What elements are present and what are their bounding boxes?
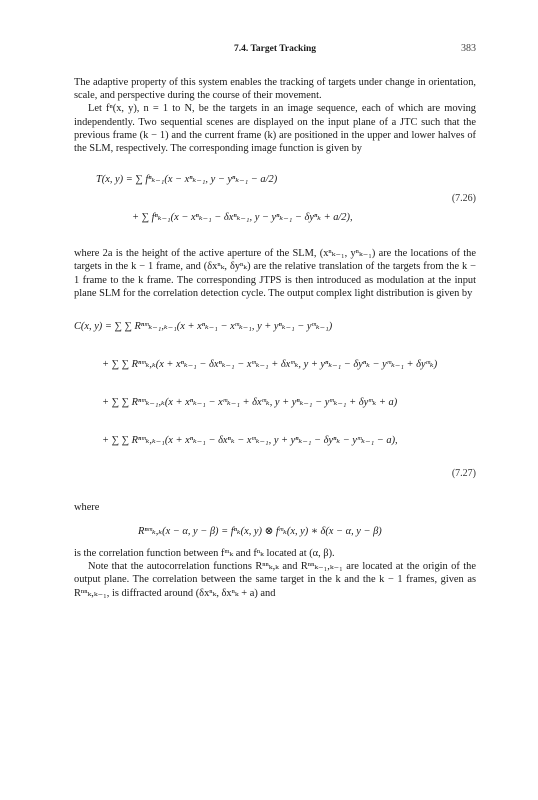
equation-number-7-27: (7.27)	[451, 468, 476, 480]
equation-7-26	[74, 155, 476, 247]
eq727-line4: + ∑ ∑ Rⁿᵐₖ,ₖ₋₁(x + xⁿₖ₋₁ − δxⁿₖ − xᵐₖ₋₁, y + yⁿₖ₋₁ − δyⁿₖ − yᵐₖ₋₁ − a),	[102, 435, 398, 447]
eq726-line1: T(x, y) = ∑ fⁿₖ₋₁(x − xⁿₖ₋₁, y − yⁿₖ₋₁ − a/2)	[96, 174, 278, 186]
equation-number-7-26: (7.26)	[451, 193, 476, 205]
page	[74, 40, 476, 600]
paragraph-correlation-def: is the correlation function between fᵐₖ and fⁿₖ located at (α, β).	[74, 548, 335, 560]
paragraph-autocorrelation: Note that the autocorrelation functions Rⁿⁿₖ,ₖ and Rⁿⁿₖ₋₁,ₖ₋₁ are located at the origin of the output plane. The correlation between the same target in the k and the k − 1 frames, given as Rⁿⁿₖ,ₖ₋₁, is diffracted around (δxⁿₖ, δxⁿₖ + a) and	[74, 561, 476, 599]
eq727-line2: + ∑ ∑ Rⁿᵐₖ,ₖ(x + xⁿₖ₋₁ − δxⁿₖ₋₁ − xᵐₖ₋₁ + δxᵐₖ, y + yⁿₖ₋₁ − δyⁿₖ − yᵐₖ₋₁ + δyᵐₖ)	[102, 359, 438, 371]
page-number: 383	[461, 43, 476, 54]
eq727-line1: C(x, y) = ∑ ∑ Rⁿᵐₖ₋₁,ₖ₋₁(x + xⁿₖ₋₁ − xᵐₖ₋₁, y + yⁿₖ₋₁ − yᵐₖ₋₁)	[74, 321, 333, 333]
paragraph-aperture: where 2a is the height of the active aperture of the SLM, (xⁿₖ₋₁, yⁿₖ₋₁) are the locations of the targets in the k − 1 frame, and (δxⁿₖ, δyⁿₖ) are the relative translation of the targets from the k − 1 frame to the k frame. The corresponding JTPS is then introduced as modulation at the input plane SLM for the correlation detection cycle. The output complex light distribution is given by	[74, 248, 476, 299]
equation-correlation	[74, 513, 476, 547]
running-header	[74, 40, 476, 60]
section-title: 7.4. Target Tracking	[234, 44, 316, 54]
paragraph-adaptive: The adaptive property of this system enables the tracking of targets under change in orientation, scale, and perspective during the course of their movement.	[74, 77, 476, 102]
paragraph-targets: Let fⁿ(x, y), n = 1 to N, be the targets in an image sequence, each of which are moving independently. Two sequential scenes are displayed on the input plane of a JTC such that the previous frame (k − 1) and the current frame (k) are positioned in the upper and lower halves of the SLM, respectively. The corresponding image function is given by	[74, 103, 476, 155]
eq727-line3: + ∑ ∑ Rⁿᵐₖ₋₁,ₖ(x + xⁿₖ₋₁ − xᵐₖ₋₁ + δxᵐₖ, y + yⁿₖ₋₁ − yᵐₖ₋₁ + δyᵐₖ + a)	[102, 397, 398, 409]
eq726-line2: + ∑ fⁿₖ₋₁(x − xⁿₖ₋₁ − δxⁿₖ₋₁, y − yⁿₖ₋₁ − δyⁿₖ + a/2),	[132, 212, 353, 224]
eq-correlation-line: Rⁿᵐₖ,ₖ(x − α, y − β) = fⁿₖ(x, y) ⊗ fᵐₖ(x, y) ∗ δ(x − α, y − β)	[138, 526, 382, 538]
equation-7-27	[74, 300, 476, 496]
where-label: where	[74, 502, 100, 514]
